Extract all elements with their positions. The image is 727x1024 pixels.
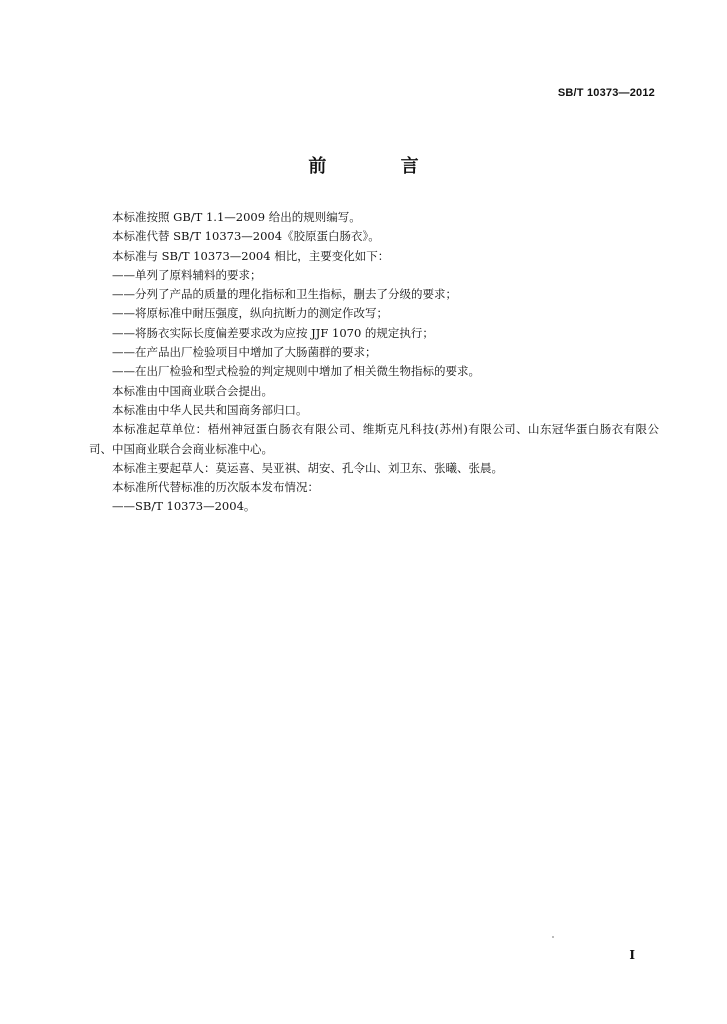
change-item: ——在产品出厂检验项目中增加了大肠菌群的要求； — [112, 345, 377, 360]
page-number: I — [629, 948, 635, 962]
page-title: 前 言 — [308, 156, 453, 177]
change-item: ——在出厂检验和型式检验的判定规则中增加了相关微生物指标的要求。 — [112, 364, 480, 379]
paragraph-drafting-rules: 本标准按照 GB/T 1.1—2009 给出的规则编写。 — [112, 210, 361, 224]
paragraph-changes-intro: 本标准与 SB/T 10373—2004 相比，主要变化如下： — [112, 248, 390, 263]
change-item: ——分列了产品的质量的理化指标和卫生指标，删去了分级的要求； — [112, 287, 457, 302]
change-item: ——将原标准中耐压强度，纵向抗断力的测定作改写； — [112, 306, 388, 321]
change-item: ——将肠衣实际长度偏差要求改为应按 JJF 1070 的规定执行； — [112, 325, 434, 340]
paragraph-drafting-units: 本标准起草单位：梧州神冠蛋白肠衣有限公司、维斯克凡科技(苏州)有限公司、山东冠华蛋白肠衣有限公司、中国商业联合会商业标准中心。 — [89, 422, 659, 456]
paragraph-previous-editions: 本标准所代替标准的历次版本发布情况： — [112, 480, 319, 495]
paragraph-proposed-by: 本标准由中国商业联合会提出。 — [112, 383, 273, 398]
scan-speck — [552, 936, 554, 938]
paragraph-replaces: 本标准代替 SB/T 10373—2004《胶原蛋白肠衣》。 — [112, 229, 380, 244]
paragraph-drafters: 本标准主要起草人：莫运喜、吴亚祺、胡安、孔令山、刘卫东、张曦、张晨。 — [112, 460, 503, 475]
change-item: ——单列了原料辅料的要求； — [112, 267, 262, 282]
paragraph-administered-by: 本标准由中华人民共和国商务部归口。 — [112, 402, 308, 417]
standard-code: SB/T 10373—2012 — [557, 87, 655, 99]
previous-edition-item: ——SB/T 10373—2004。 — [112, 499, 256, 514]
foreword-body — [89, 208, 659, 517]
